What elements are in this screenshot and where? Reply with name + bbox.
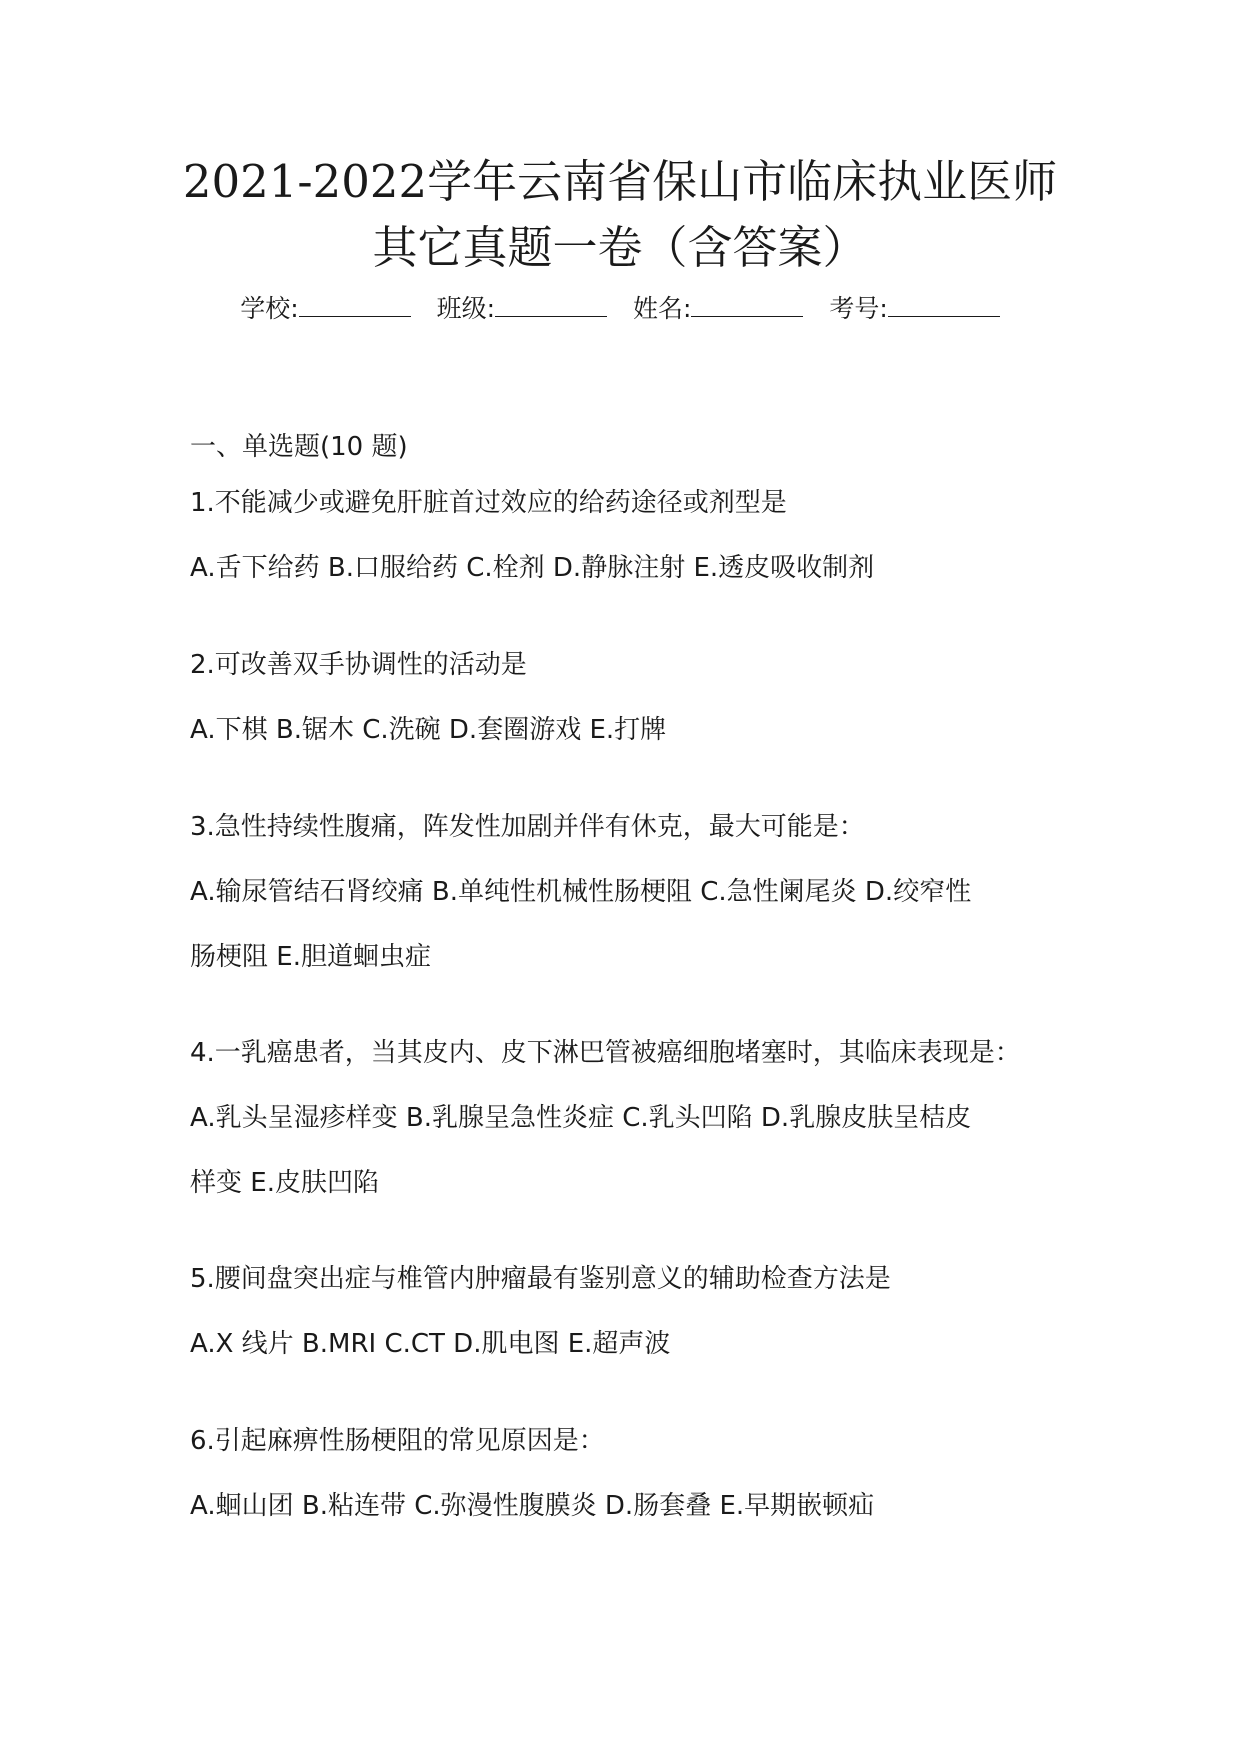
class-label: 班级: bbox=[436, 294, 496, 323]
question-stem: 3.急性持续性腹痛，阵发性加剧并伴有休克，最大可能是： bbox=[190, 812, 865, 842]
question-options: A.舌下给药 B.口服给药 C.栓剂 D.静脉注射 E.透皮吸收制剂 bbox=[190, 553, 875, 583]
question-stem: 6.引起麻痹性肠梗阻的常见原因是： bbox=[190, 1426, 605, 1456]
name-field bbox=[633, 294, 803, 323]
question-options: A.乳头呈湿疹样变 B.乳腺呈急性炎症 C.乳头凹陷 D.乳腺皮肤呈桔皮 bbox=[190, 1103, 972, 1133]
name-label: 姓名: bbox=[632, 294, 692, 323]
section-heading: 一、单选题(10 题) bbox=[190, 432, 408, 462]
exam-title-line1: 2021-2022学年云南省保山市临床执业医师 bbox=[182, 155, 1058, 208]
school-blank bbox=[299, 296, 411, 317]
class-blank bbox=[495, 296, 607, 317]
question-stem: 5.腰间盘突出症与椎管内肿瘤最有鉴别意义的辅助检查方法是 bbox=[190, 1264, 891, 1294]
question-stem: 1.不能减少或避免肝脏首过效应的给药途径或剂型是 bbox=[190, 488, 787, 518]
exam-title-line2: 其它真题一卷（含答案） bbox=[372, 221, 868, 274]
question-options: A.蛔山团 B.粘连带 C.弥漫性腹膜炎 D.肠套叠 E.早期嵌顿疝 bbox=[190, 1491, 875, 1521]
question-options: A.X 线片 B.MRI C.CT D.肌电图 E.超声波 bbox=[190, 1329, 671, 1359]
school-label: 学校: bbox=[240, 294, 299, 323]
question-stem: 2.可改善双手协调性的活动是 bbox=[190, 650, 527, 680]
exam-no-field bbox=[829, 294, 999, 323]
school-field bbox=[240, 294, 410, 323]
question-stem: 4.一乳癌患者，当其皮内、皮下淋巴管被癌细胞堵塞时，其临床表现是： bbox=[190, 1038, 1021, 1068]
exam-no-label: 考号: bbox=[829, 294, 888, 323]
question-options: A.下棋 B.锯木 C.洗碗 D.套圈游戏 E.打牌 bbox=[190, 715, 667, 745]
name-blank bbox=[691, 296, 803, 317]
question-options: A.输尿管结石肾绞痛 B.单纯性机械性肠梗阻 C.急性阑尾炎 D.绞窄性 bbox=[190, 877, 972, 907]
question-options-continued: 肠梗阻 E.胆道蛔虫症 bbox=[190, 942, 431, 972]
question-options-continued: 样变 E.皮肤凹陷 bbox=[190, 1168, 379, 1198]
student-info-row bbox=[150, 292, 1090, 326]
exam-no-blank bbox=[888, 296, 1000, 317]
class-field bbox=[437, 294, 607, 323]
